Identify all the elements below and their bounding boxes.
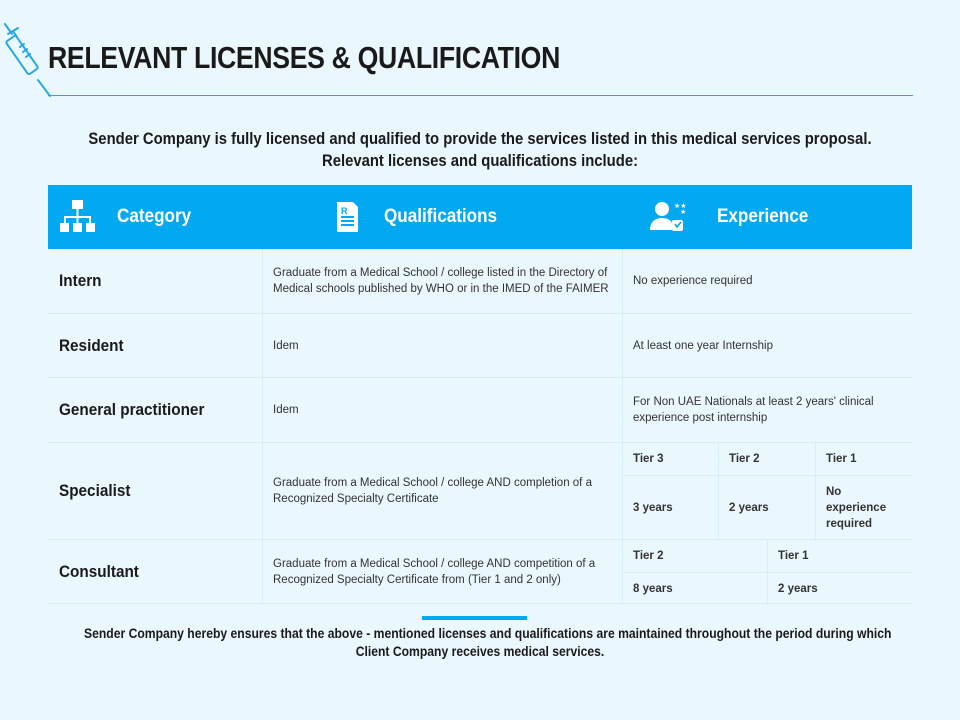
tier-value: 8 years [633, 582, 673, 595]
tier-label: Tier 2 [633, 550, 664, 562]
svg-text:★: ★ [680, 208, 687, 216]
tier-label: Tier 1 [778, 550, 809, 562]
row-category: Consultant [48, 540, 263, 603]
intro-line-1: Sender Company is fully licensed and qualified to provide the services listed in this medical services proposal. [88, 130, 872, 148]
header-category-label: Category [117, 206, 192, 227]
svg-text:★★: ★★ [674, 202, 687, 210]
intro-text [84, 128, 876, 172]
header-experience-label: Experience [717, 206, 809, 227]
tier-label: Tier 1 [826, 453, 857, 465]
document-icon [327, 197, 367, 237]
page-title: RELEVANT LICENSES & QUALIFICATION [48, 40, 560, 75]
tier-value: 2 years [729, 502, 769, 514]
footer-text [84, 625, 892, 661]
tier-value: No experience required [826, 486, 887, 530]
row-experience: No experience required [633, 275, 753, 287]
row-qualification: Idem [263, 378, 623, 442]
table-row [48, 314, 912, 378]
row-category: Intern [48, 249, 263, 313]
user-star-icon [647, 197, 687, 237]
row-qualification: Idem [263, 314, 623, 377]
footer-line-1: Sender Company hereby ensures that the above - mentioned licenses and qualifications are maintained throughout the period during which [84, 626, 892, 641]
tier-label: Tier 2 [729, 453, 760, 465]
header-experience [647, 185, 818, 249]
table-row [48, 249, 912, 314]
table-row [48, 378, 912, 443]
row-category: Specialist [48, 443, 263, 539]
footer-line-2: Client Company receives medical services. [355, 644, 605, 659]
syringe-icon [2, 22, 52, 98]
table-row [48, 540, 912, 604]
title-divider [48, 95, 913, 96]
header-qualifications-label: Qualifications [384, 206, 498, 227]
row-qualification: Graduate from a Medical School / college AND completion of a Recognized Specialty Certificate [263, 443, 623, 539]
row-category: General practitioner [48, 378, 263, 442]
table-header [48, 185, 912, 249]
tier-value: 2 years [778, 582, 818, 595]
intro-line-2: Relevant licenses and qualifications include: [321, 152, 639, 170]
header-category [58, 185, 199, 249]
header-qualifications [327, 185, 510, 249]
row-qualification: Graduate from a Medical School / college listed in the Directory of Medical schools published by WHO or in the IMED of the FAIMER [263, 249, 623, 313]
accent-bar [422, 616, 527, 620]
tier-value: 3 years [633, 502, 673, 514]
svg-text:R: R [341, 206, 348, 216]
hierarchy-icon [58, 197, 98, 237]
table-row [48, 443, 912, 540]
row-qualification: Graduate from a Medical School / college AND competition of a Recognized Specialty Certificate from (Tier 1 and 2 only) [263, 540, 623, 603]
row-category: Resident [48, 314, 263, 377]
row-experience: For Non UAE Nationals at least 2 years' clinical experience post internship [633, 396, 874, 424]
tier-label: Tier 3 [633, 453, 664, 465]
row-experience: At least one year Internship [633, 339, 773, 352]
